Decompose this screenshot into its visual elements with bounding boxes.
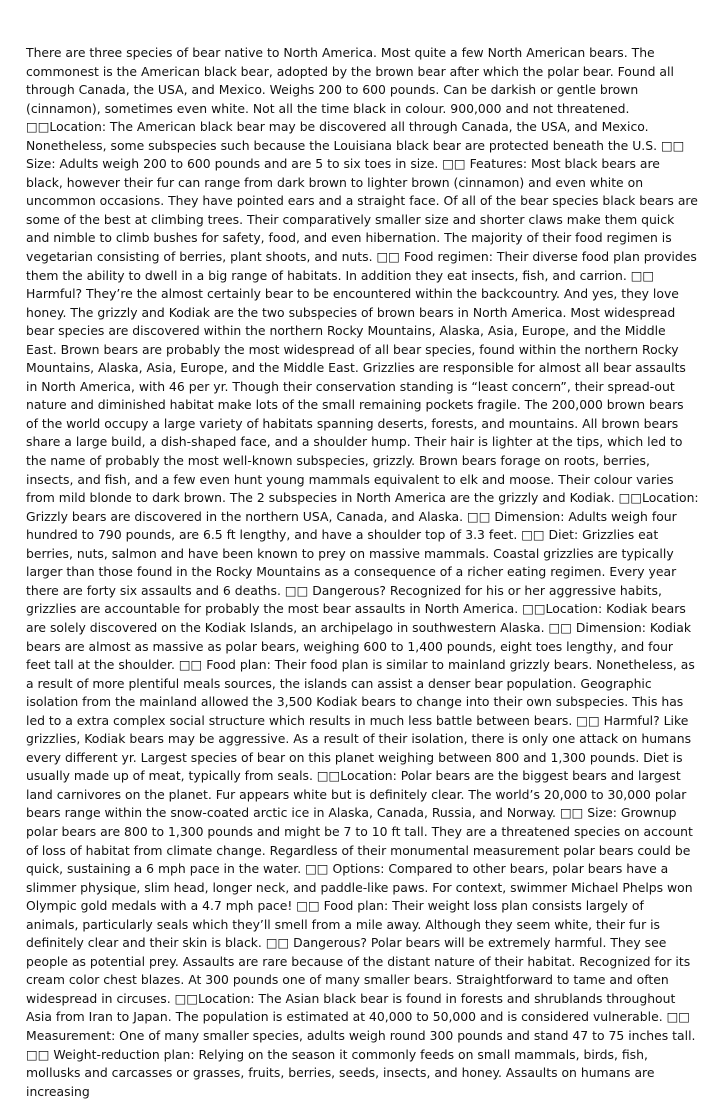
document-page: [26, 44, 699, 1101]
body-paragraph: There are three species of bear native to North America. Most quite a few North American bears. The commonest is the American black bear, adopted by the brown bear after which the polar bear. Found all through Canada, the USA, and Mexico. Weighs 200 to 600 pounds. Can be darkish or gentle brown (cinnamon), sometimes even white. Not all the time black in colour. 900,000 and not threatened. □□Location: The American black bear may be discovered all through Canada, the USA, and Mexico. Nonetheless, some subspecies such because the Louisiana black bear are protected beneath the U.S. □□ Size: Adults weigh 200 to 600 pounds and are 5 to six toes in size. □□ Features: Most black bears are black, however their fur can range from dark brown to lighter brown (cinnamon) and even white on uncommon occasions. They have pointed ears and a straight face. Of all of the bear species black bears are some of the best at climbing trees. Their comparatively smaller size and shorter claws make them quick and nimble to climb bushes for safety, food, and even hibernation. The majority of their food regimen is vegetarian consisting of berries, plant shoots, and nuts. □□ Food regimen: Their diverse food plan provides them the ability to dwell in a big range of habitats. In addition they eat insects, fish, and carrion. □□ Harmful? They’re the almost certainly bear to be encountered within the backcountry. And yes, they love honey. The grizzly and Kodiak are the two subspecies of brown bears in North America. Most widespread bear species are discovered within the northern Rocky Mountains, Alaska, Asia, Europe, and the Middle East. Brown bears are probably the most widespread of all bear species, found within the northern Rocky Mountains, Alaska, Asia, Europe, and the Middle East. Grizzlies are responsible for almost all bear assaults in North America, with 46 per yr. Though their conservation standing is “least concern”, their spread-out nature and diminished habitat make lots of the small remaining pockets fragile. The 200,000 brown bears of the world occupy a large variety of habitats spanning deserts, forests, and mountains. All brown bears share a large build, a dish-shaped face, and a shoulder hump. Their hair is lighter at the tips, which led to the name of probably the most well-known subspecies, grizzly. Brown bears forage on roots, berries, insects, and fish, and a few even hunt young mammals equivalent to elk and moose. Their colour varies from mild blonde to dark brown. The 2 subspecies in North America are the grizzly and Kodiak. □□Location: Grizzly bears are discovered in the northern USA, Canada, and Alaska. □□ Dimension: Adults weigh four hundred to 790 pounds, are 6.5 ft lengthy, and have a shoulder top of 3.3 feet. □□ Diet: Grizzlies eat berries, nuts, salmon and have been known to prey on massive mammals. Coastal grizzlies are typically larger than those found in the Rocky Mountains as a consequence of a richer eating regimen. Every year there are forty six assaults and 6 deaths. □□ Dangerous? Recognized for his or her aggressive habits, grizzlies are accountable for probably the most bear assaults in North America. □□Location: Kodiak bears are solely discovered on the Kodiak Islands, an archipelago in southwestern Alaska. □□ Dimension: Kodiak bears are almost as massive as polar bears, weighing 600 to 1,400 pounds, eight toes lengthy, and four feet tall at the shoulder. □□ Food plan: Their food plan is similar to mainland grizzly bears. Nonetheless, as a result of more plentiful meals sources, the islands can assist a denser bear population. Geographic isolation from the mainland allowed the 3,500 Kodiak bears to change into their own subspecies. This has led to a extra complex social structure which results in much less battle between bears. □□ Harmful? Like grizzlies, Kodiak bears may be aggressive. As a result of their isolation, there is only one attack on humans every different yr. Largest species of bear on this planet weighing between 800 and 1,300 pounds. Diet is usually made up of meat, typically from seals. □□Location: Polar bears are the biggest bears and largest land carnivores on the planet. Fur appears white but is definitely clear. The world’s 20,000 to 30,000 polar bears range within the snow-coated arctic ice in Alaska, Canada, Russia, and Norway. □□ Size: Grownup polar bears are 800 to 1,300 pounds and might be 7 to 10 ft tall. They are a threatened species on account of loss of habitat from climate change. Regardless of their monumental measurement polar bears could be quick, sustaining a 6 mph pace in the water. □□ Options: Compared to other bears, polar bears have a slimmer physique, slim head, longer neck, and paddle-like paws. For context, swimmer Michael Phelps won Olympic gold medals with a 4.7 mph pace! □□ Food plan: Their weight loss plan consists largely of animals, particularly seals which they’ll smell from a mile away. Although they seem white, their fur is definitely clear and their skin is black. □□ Dangerous? Polar bears will be extremely harmful. They see people as potential prey. Assaults are rare because of the distant nature of their habitat. Recognized for its cream color chest blazes. At 300 pounds one of many smaller bears. Straightforward to tame and often widespread in circuses. □□Location: The Asian black bear is found in forests and shrublands throughout Asia from Iran to Japan. The population is estimated at 40,000 to 50,000 and is considered vulnerable. □□ Measurement: One of many smaller species, adults weigh round 300 pounds and stand 47 to 75 inches tall. □□ Weight-reduction plan: Relying on the season it commonly feeds on small mammals, birds, fish, mollusks and carcasses or grasses, fruits, berries, seeds, insects, and honey. Assaults on humans are increasing: [26, 45, 699, 1099]
